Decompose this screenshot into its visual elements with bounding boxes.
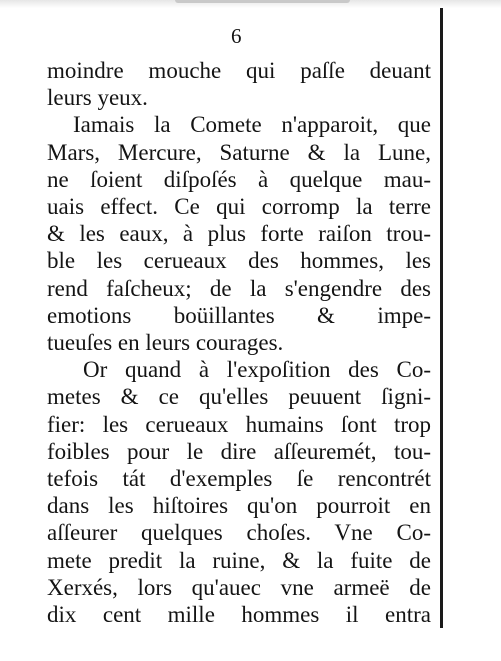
text-line: Iamais la Comete n'apparoit, que — [73, 112, 431, 137]
text-line: dix cent mille hommes il entra — [47, 602, 431, 627]
text-line: fier: les cerueaux humains ſont trop — [47, 412, 431, 437]
text-line: tueuſes en leurs courages. — [47, 330, 284, 355]
text-line: mete predit la ruine, & la fuite de — [47, 548, 431, 573]
text-line: tefois tát d'exemples ſe rencontrét — [47, 466, 431, 491]
text-line: & les eaux, à plus forte raiſon trou- — [47, 221, 431, 246]
text-line: aſſeurer quelques choſes. Vne Co- — [47, 520, 431, 545]
text-line: moindre mouche qui paſſe deuant — [47, 58, 431, 83]
text-line: ble les cerueaux des hommes, les — [47, 248, 431, 273]
text-line: emotions boüillantes & impe- — [47, 303, 431, 328]
text-line: leurs yeux. — [47, 85, 148, 110]
text-line: Mars, Mercure, Saturne & la Lune, — [47, 140, 431, 165]
page-number: 6 — [231, 24, 242, 48]
text-line: Xerxés, lors qu'auec vne armeë de — [47, 575, 431, 600]
text-line: foibles pour le dire aſſeuremét, tou- — [47, 439, 431, 464]
text-line: rend faſcheux; de la s'engendre des — [47, 276, 431, 301]
text-line: metes & ce qu'elles peuuent ſigni- — [47, 384, 431, 409]
text-line: dans les hiſtoires qu'on pourroit en — [47, 493, 431, 518]
text-line: uais effect. Ce qui corromp la terre — [47, 194, 431, 219]
text-line: ne ſoient diſpoſés à quelque mau- — [47, 167, 431, 192]
text-line: Or quand à l'expoſition des Co- — [83, 357, 431, 382]
